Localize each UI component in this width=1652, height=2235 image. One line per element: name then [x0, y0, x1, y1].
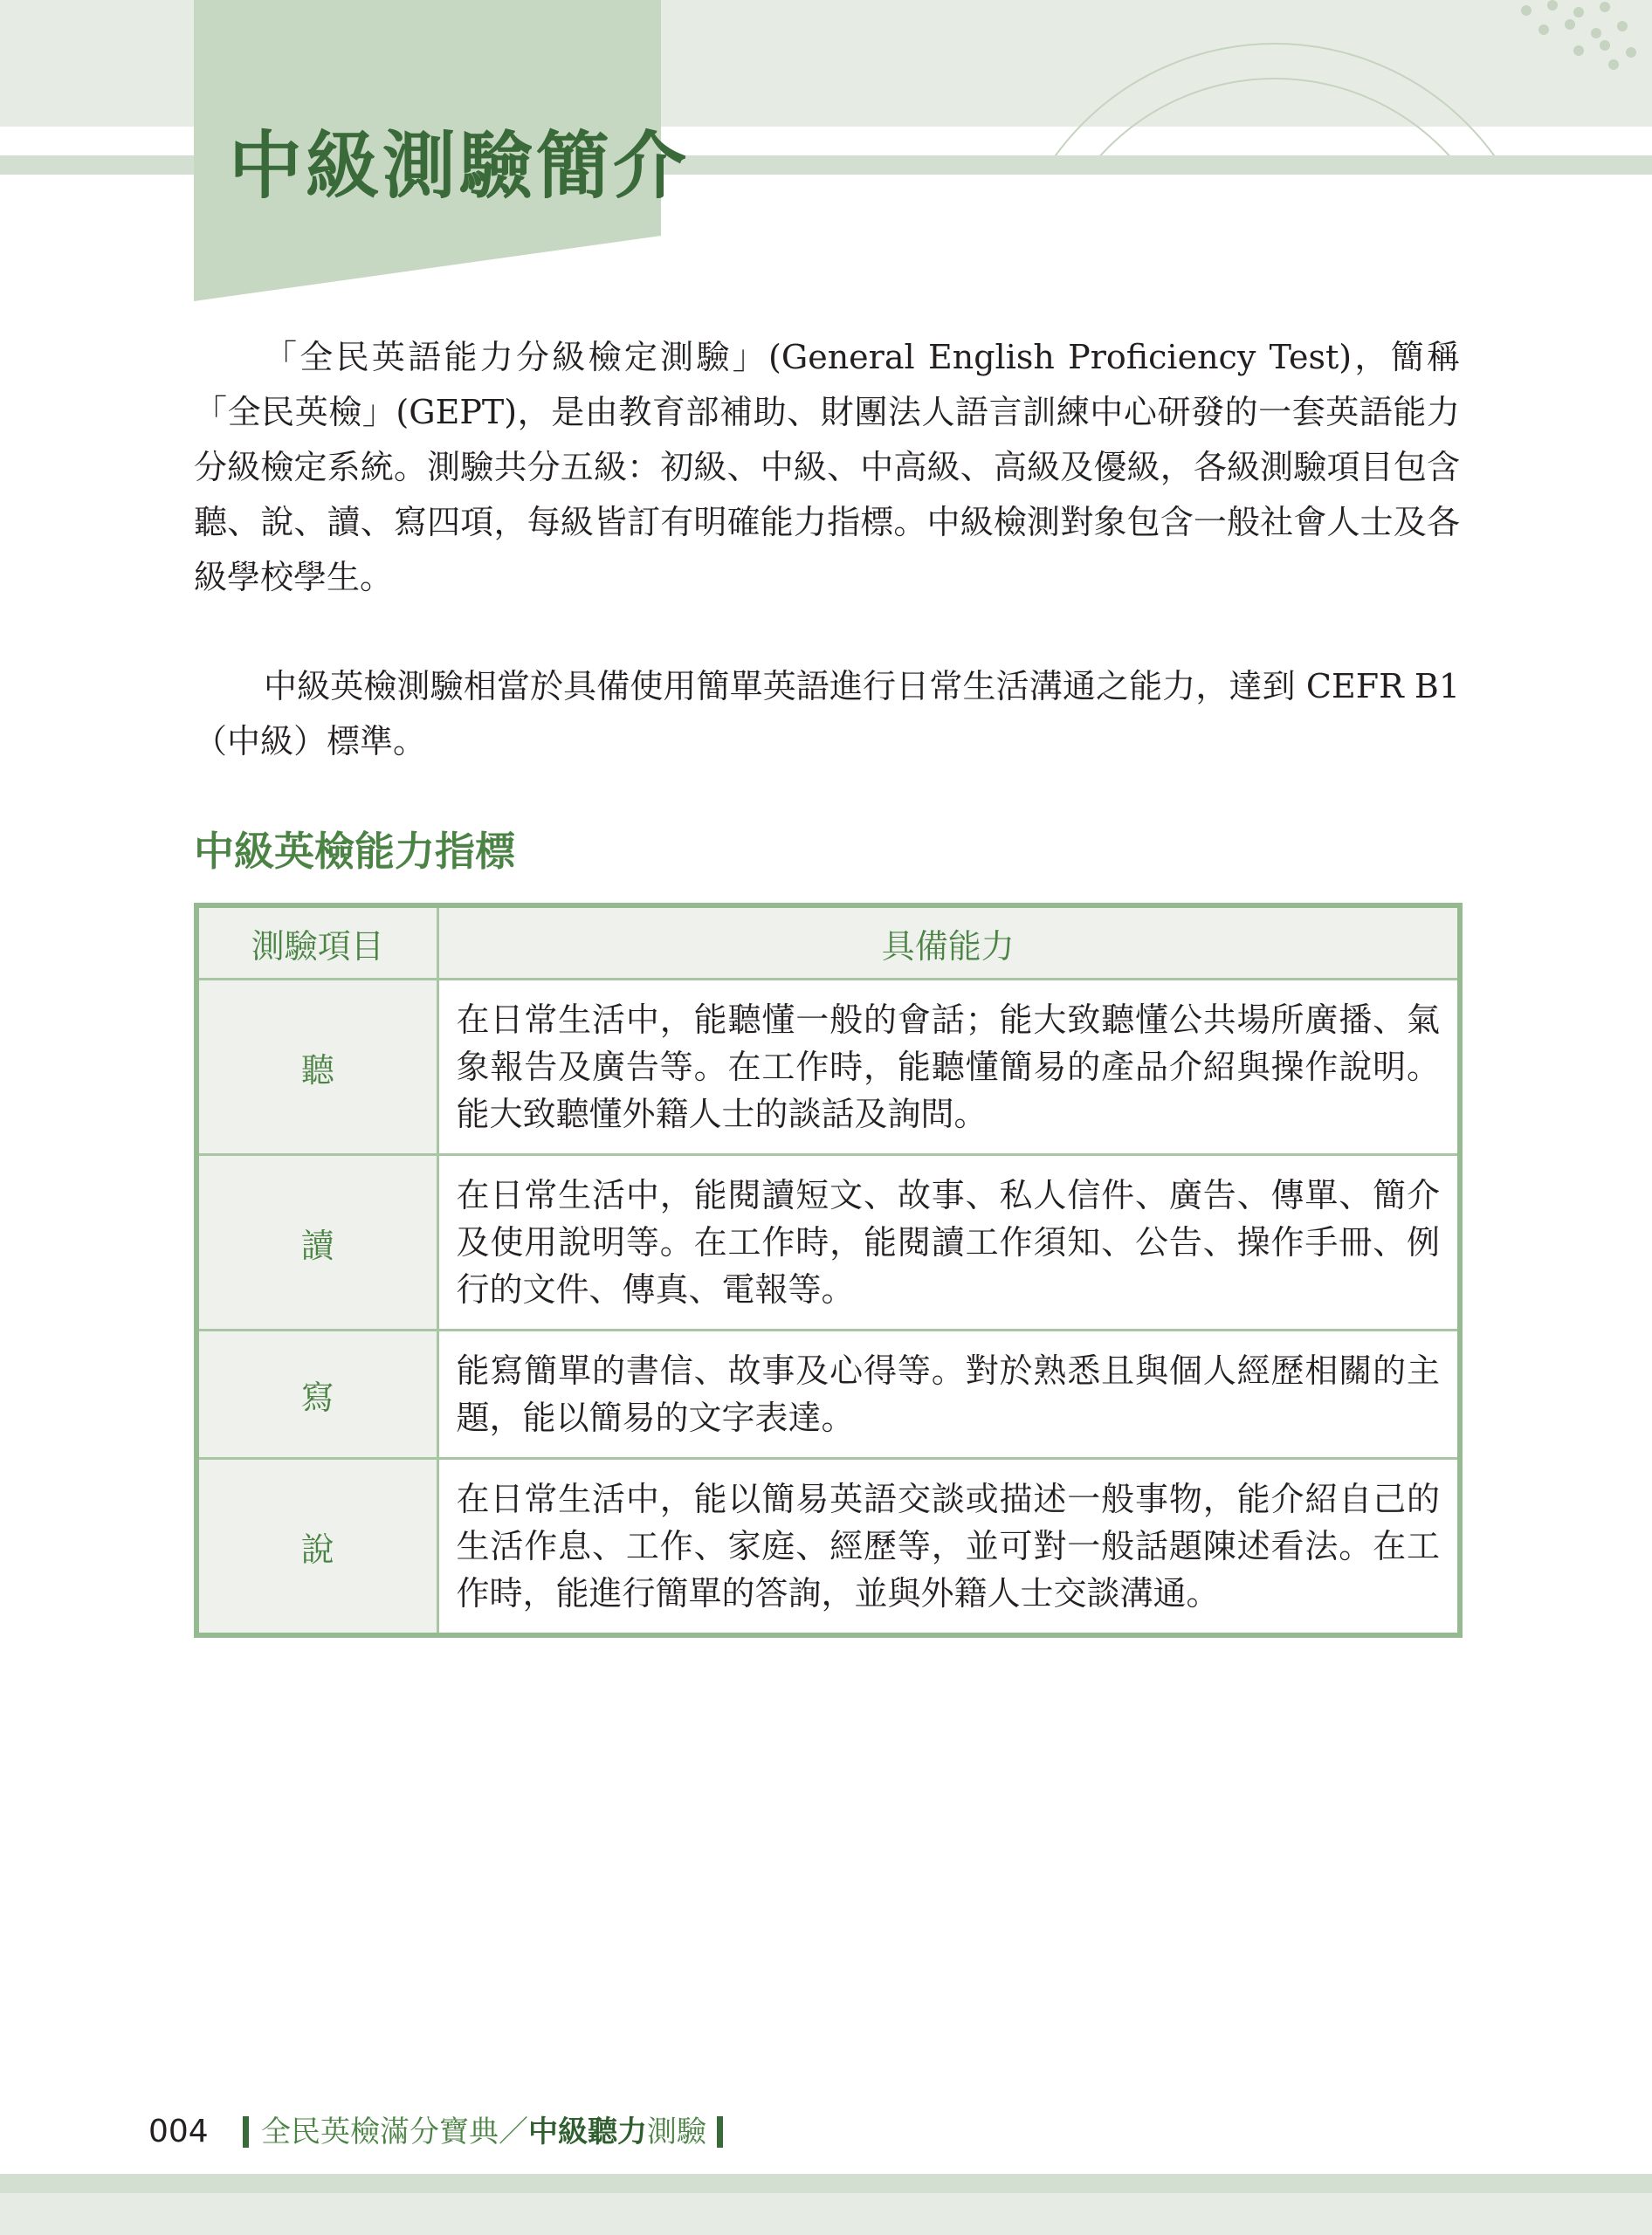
- page-number: 004: [148, 2114, 209, 2149]
- row-desc-writing: 能寫簡單的書信、故事及心得等。對於熟悉且與個人經歷相關的主題，能以簡易的文字表達。: [437, 1331, 1460, 1459]
- section-heading: 中級英檢能力指標: [194, 828, 515, 875]
- row-item-reading: 讀: [196, 1155, 437, 1331]
- table-row: [196, 1459, 1460, 1636]
- footer-subtitle-rest: 測驗: [647, 2115, 706, 2149]
- row-desc-listening: 在日常生活中，能聽懂一般的會話；能大致聽懂公共場所廣播、氣象報告及廣告等。在工作時，能聽懂簡易的產品介紹與操作說明。能大致聽懂外籍人士的談話及詢問。: [437, 980, 1460, 1155]
- intro-paragraph: 「全民英語能力分級檢定測驗」(General English Proficiency Test)，簡稱「全民英檢」(GEPT)，是由教育部補助、財團法人語言訓練中心研發的一套英語能力分級檢定系統。測驗共分五級：初級、中級、中高級、高級及優級，各級測驗項目包含聽、說、讀、寫四項，每級皆訂有明確能力指標。中級檢測對象包含一般社會人士及各級學校學生。: [194, 338, 1460, 596]
- ability-table: [194, 903, 1463, 1638]
- footer-book-name: 全民英檢滿分寶典／: [261, 2115, 528, 2149]
- header-ability: 具備能力: [437, 905, 1460, 980]
- row-item-writing: 寫: [196, 1331, 437, 1459]
- table-row: [196, 1155, 1460, 1331]
- row-desc-reading: 在日常生活中，能閱讀短文、故事、私人信件、廣告、傳單、簡介及使用說明等。在工作時，能閱讀工作須知、公告、操作手冊、例行的文件、傳真、電報等。: [437, 1155, 1460, 1331]
- table-row: [196, 980, 1460, 1155]
- row-item-listening: 聽: [196, 980, 437, 1155]
- bottom-decor-band: [0, 2193, 1652, 2235]
- table-header-row: [196, 905, 1460, 980]
- footer-bar-left: [243, 2116, 249, 2148]
- bottom-decor-line: [0, 2174, 1652, 2193]
- page-title: 中級測驗簡介: [229, 123, 691, 209]
- footer-bar-right: [717, 2116, 723, 2148]
- row-item-speaking: 說: [196, 1459, 437, 1636]
- footer-book-title: [243, 2110, 723, 2154]
- header-test-item: 測驗項目: [196, 905, 437, 980]
- row-desc-speaking: 在日常生活中，能以簡易英語交談或描述一般事物，能介紹自己的生活作息、工作、家庭、經歷等，並可對一般話題陳述看法。在工作時，能進行簡單的答詢，並與外籍人士交談溝通。: [437, 1459, 1460, 1636]
- level-paragraph: 中級英檢測驗相當於具備使用簡單英語進行日常生活溝通之能力，達到 CEFR B1（中級）標準。: [194, 667, 1460, 760]
- table-row: [196, 1331, 1460, 1459]
- footer-subtitle-bold: 中級聽力: [528, 2115, 647, 2149]
